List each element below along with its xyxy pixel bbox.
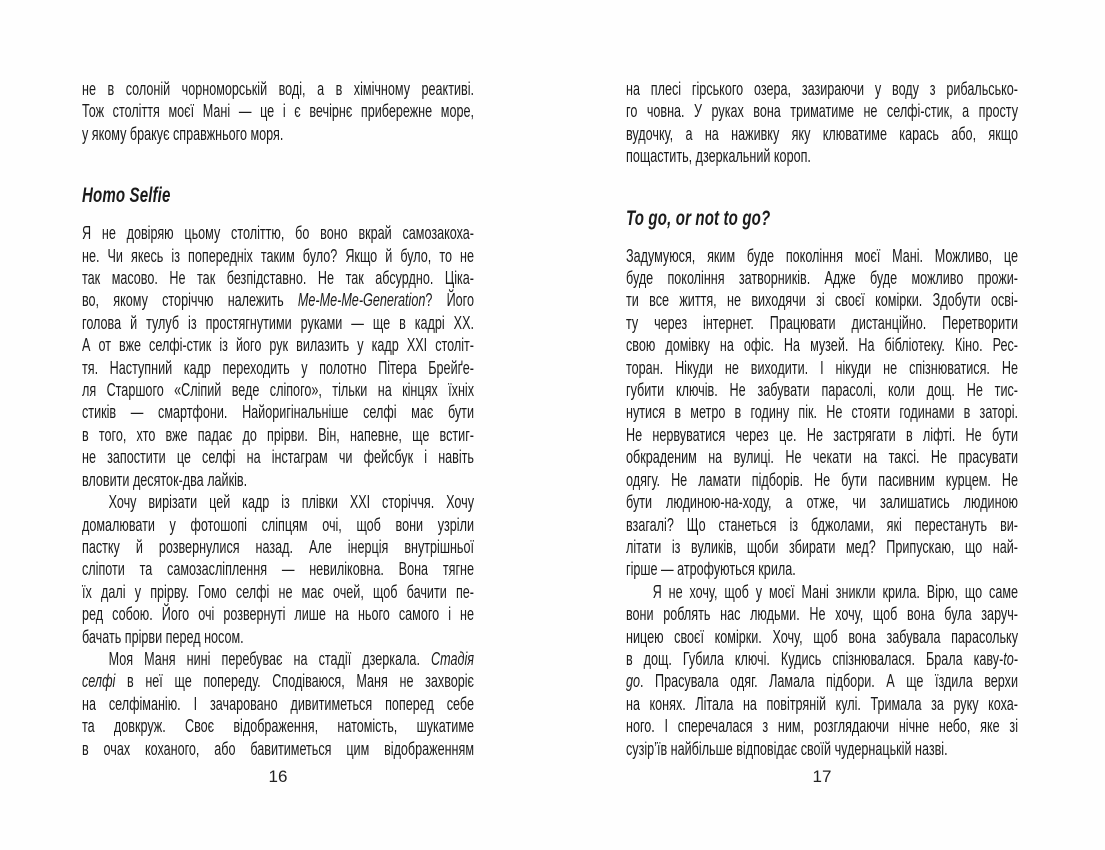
text-line: гірше — атрофуються крила.	[626, 559, 796, 580]
text-line: одягу. Не ламати підборів. Не бути пасивним курцем. Не	[626, 469, 1018, 490]
paragraph	[626, 245, 1018, 581]
paragraph	[82, 491, 474, 648]
page-number-right: 17	[812, 767, 832, 786]
text-line: їх далі у прірву. Гомо селфі не має очей, щоб бачити пе-	[82, 581, 474, 602]
page-number-left: 16	[268, 767, 288, 786]
text-line: голова й тулуб із простягнутими руками — ще в кадрі XX.	[82, 312, 474, 333]
text-line: в дощ. Губила ключі. Кудись спізнювалася. Брала каву-to-	[626, 648, 1018, 669]
text-line: на конях. Літала на повітряній кулі. Тримала за руку коха-	[626, 693, 1018, 714]
text-line: селфі в неї ще попереду. Сподіваюся, Маня не захворіє	[82, 671, 474, 692]
text-line: свою домівку на офіс. На музей. На бібліотеку. Кіно. Рес-	[626, 335, 1018, 356]
text-line: в того, хто вже падає до прірви. Він, напевне, ще встиг-	[82, 424, 474, 445]
text-line: ля Старшого «Сліпий веде сліпого», тільки на кінцях їхніх	[82, 380, 474, 401]
text-line: так масово. Не так безпідставно. Не так абсурдно. Ціка-	[82, 268, 474, 289]
text-line: го човна. У руках вона триматиме не селфі-стик, а просту	[626, 101, 1018, 122]
text-line: ницею своєї комірки. Хочу, щоб вона забувала парасольку	[626, 626, 1018, 647]
text-line: нутися в метро в годину пік. Не стояти годинами в заторі.	[626, 402, 1018, 423]
text-line: ред собою. Його очі розвернуті лише на нього самого і не	[82, 604, 474, 625]
text-line: не в солоній чорноморській воді, а в хімічному реактиві.	[82, 79, 474, 99]
text-line: бути людиною-на-ходу, а отже, чи залишатись людиною	[626, 492, 1018, 513]
paragraph	[82, 648, 474, 760]
text-line: буде покоління затворників. Адже буде можливо прожи-	[626, 268, 1018, 289]
text-line: во, якому сторіччю належить Me-Me-Me-Generation? Його	[82, 290, 474, 311]
text-line: на плесі гірського озера, зазираючи у воду з рибальсько-	[626, 79, 1018, 99]
text-line: go. Прасувала одяг. Ламала підбори. А ще їздила верхи	[626, 671, 1018, 692]
text-line: ту через інтернет. Працювати дистанційно. Перетворити	[626, 312, 1018, 333]
text-line: тя. Наступний кадр переходить у полотно Пітера Брейґе-	[82, 357, 474, 378]
text-line: не. Чи якесь із попередніх таким було? Якщо й було, то не	[82, 245, 474, 266]
text-line: Хочу вирізати цей кадр із плівки XXI сторіччя. Хочу	[108, 492, 474, 513]
text-line: взагалі? Що станеться із бджолами, які перестануть ви-	[626, 514, 1018, 535]
text-line: стиків — смартфони. Найоригінальніше селфі має бути	[82, 402, 474, 423]
text-line: обкраденим на вулиці. Не чекати на таксі. Не прасувати	[626, 447, 1018, 468]
text-line: Не нервуватися через це. Не застрягати в ліфті. Не бути	[626, 424, 1018, 445]
text-line: Я не хочу, щоб у моєї Мані зникли крила. Вірю, що саме	[652, 581, 1018, 602]
text-line: вони роблять нас людьми. Не хочу, щоб вона була заруч-	[626, 604, 1018, 625]
page-17-text-column	[626, 0, 1018, 760]
text-line: не запостити це селфі на інстаграм чи фейсбук і навіть	[82, 447, 474, 468]
text-line: Тож століття моєї Мані — це і є вечірнє прибережне море,	[82, 101, 474, 122]
text-line: в очах коханого, або бавитиметься цим відображенням	[82, 738, 474, 759]
text-line: А от вже селфі-стик із його рук вилазить у кадр XXI століт-	[82, 335, 474, 356]
text-line: Я не довіряю цьому століттю, бо воно вкрай самозакоха-	[82, 223, 474, 244]
text-line: на селфіманію. І зачаровано дивитиметься поперед себе	[82, 693, 474, 714]
paragraph	[82, 222, 474, 491]
text-line: та довкруж. Своє відображення, натомість, шукатиме	[82, 716, 474, 737]
text-line: домалювати у фотошопі сліпцям очі, щоб вони узріли	[82, 514, 474, 535]
section-heading: Homo Selfie	[82, 183, 171, 208]
text-line: торан. Нікуди не виходити. І нікуди не спізнюватися. Не	[626, 357, 1018, 378]
page-16-text-column	[82, 0, 474, 760]
text-line: вудочку, а на наживку яку клюватиме карась або, якщо	[626, 123, 1018, 144]
paragraph	[82, 78, 474, 145]
text-line: Задумуюся, яким буде покоління моєї Мані. Можливо, це	[626, 245, 1018, 266]
text-line: сузір’їв найбільше відповідає своїй чудернацькій назві.	[626, 738, 948, 759]
text-line: ного. І сперечалася з ним, розглядаючи нічне небо, яке зі	[626, 716, 1018, 737]
text-line: вловити десяток-два лайків.	[82, 469, 248, 490]
section-heading: To go, or not to go?	[626, 205, 771, 230]
text-line: пастку й розвернулися назад. Але інерція внутрішньої	[82, 536, 474, 557]
text-line: бачать прірви перед носом.	[82, 626, 244, 647]
paragraph	[626, 581, 1018, 760]
text-line: губити ключів. Не забувати парасолі, коли дощ. Не тис-	[626, 380, 1018, 401]
text-line: у якому бракує справжнього моря.	[82, 123, 284, 144]
text-line: пощастить, дзеркальний короп.	[626, 146, 811, 167]
text-line: ти все життя, не виходячи зі своєї комірки. Здобути осві-	[626, 290, 1018, 311]
text-line: літати із вуликів, щоби збирати мед? Припускаю, що най-	[626, 536, 1018, 557]
paragraph	[626, 78, 1018, 168]
text-line: Моя Маня нині перебуває на стадії дзеркала. Стадія	[108, 648, 474, 669]
text-line: сліпоти та самозасліплення — невиліковна. Вона тягне	[82, 559, 474, 580]
